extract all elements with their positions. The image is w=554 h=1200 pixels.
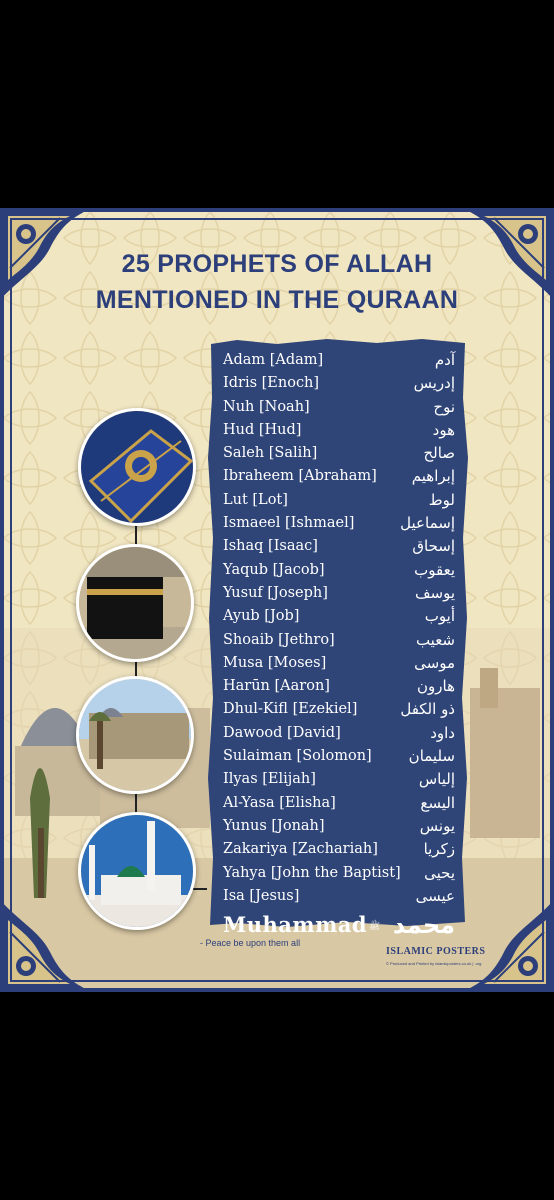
prophet-row bbox=[223, 605, 455, 628]
prophet-row bbox=[223, 396, 455, 419]
prophet-name-english: Shoaib [Jethro] bbox=[223, 631, 335, 648]
prophet-name-english: Ilyas [Elijah] bbox=[223, 771, 316, 788]
prophet-row bbox=[223, 792, 455, 815]
prophet-name-arabic: يحيى bbox=[424, 863, 455, 882]
prophet-name-english: Saleh [Salih] bbox=[223, 445, 318, 462]
prophet-name-arabic: اليسع bbox=[420, 793, 455, 812]
prophet-row bbox=[223, 815, 455, 838]
aqsa-image bbox=[76, 676, 194, 794]
prophet-name-english: Ayub [Job] bbox=[223, 608, 300, 625]
prophet-row bbox=[223, 442, 455, 465]
prophet-name-english: Ismaeel [Ishmael] bbox=[223, 515, 355, 532]
prophet-row bbox=[223, 582, 455, 605]
prophet-name-english: Adam [Adam] bbox=[223, 352, 324, 368]
prophet-name-english: Al-Yasa [Elisha] bbox=[223, 794, 336, 811]
prophet-name-english: Yaqub [Jacob] bbox=[223, 561, 325, 578]
prophet-name-english: Nuh [Noah] bbox=[223, 398, 310, 415]
prophet-name-english: Harūn [Aaron] bbox=[223, 678, 330, 695]
prophet-name-arabic: يونس bbox=[419, 816, 455, 835]
prophet-name-arabic: هود bbox=[432, 420, 455, 439]
prophet-name-arabic: إدريس bbox=[413, 374, 455, 393]
prophet-name-arabic: إسماعيل bbox=[400, 514, 455, 533]
prophet-name-english: Dawood [David] bbox=[223, 724, 341, 741]
prophet-name-arabic: زكريا bbox=[423, 840, 455, 859]
final-prophet-name: Muhammad bbox=[223, 912, 368, 938]
prophet-name-arabic: أيوب bbox=[424, 607, 455, 626]
prophet-name-arabic: إلياس bbox=[418, 770, 455, 789]
prophet-name-english: Ishaq [Isaac] bbox=[223, 538, 318, 555]
publisher-logo: ISLAMIC POSTERS bbox=[386, 946, 486, 957]
prophet-name-arabic: لوط bbox=[428, 490, 455, 509]
prophet-row bbox=[223, 885, 455, 908]
prophet-row bbox=[223, 419, 455, 442]
corner-ornament bbox=[0, 900, 92, 992]
prophet-name-english: Yunus [Jonah] bbox=[223, 817, 325, 834]
prophet-row bbox=[223, 698, 455, 721]
poster-title-line-2: MENTIONED IN THE QURAAN bbox=[95, 286, 459, 314]
prophet-name-english: Sulaiman [Solomon] bbox=[223, 748, 372, 765]
prophet-name-arabic: يوسف bbox=[414, 583, 455, 602]
prophet-name-english: Zakariya [Zachariah] bbox=[223, 841, 378, 858]
prophet-name-arabic: هارون bbox=[417, 677, 455, 696]
prophet-name-arabic: شعيب bbox=[415, 630, 455, 649]
prophet-name-arabic: سليمان bbox=[408, 747, 455, 766]
prophet-name-arabic: يعقوب bbox=[414, 560, 455, 579]
pbuh-mark: ﷺ bbox=[369, 921, 380, 932]
prophet-name-arabic: إبراهيم bbox=[411, 467, 455, 486]
prophet-name-arabic: داود bbox=[430, 723, 455, 742]
poster bbox=[0, 208, 554, 992]
prophets-list-panel bbox=[207, 338, 469, 940]
prophet-row bbox=[223, 372, 455, 395]
prophets-list bbox=[223, 349, 455, 942]
publisher-credit: © Produced and Printed by islamicposters.co.uk | .org bbox=[386, 961, 482, 966]
prophet-row bbox=[223, 349, 455, 372]
prophet-name-english: Dhul-Kifl [Ezekiel] bbox=[223, 701, 358, 718]
prophet-name-english: Isa [Jesus] bbox=[223, 887, 300, 904]
prophet-name-english: Yahya [John the Baptist] bbox=[223, 864, 401, 881]
prophet-row bbox=[223, 768, 455, 791]
prophet-name-english: Lut [Lot] bbox=[223, 491, 288, 508]
prophet-name-english: Musa [Moses] bbox=[223, 654, 327, 671]
prophet-row bbox=[223, 745, 455, 768]
prophet-name-arabic: آدم bbox=[434, 351, 455, 369]
prophet-row bbox=[223, 652, 455, 675]
prophet-name-arabic: ذو الكفل bbox=[400, 700, 455, 719]
prophet-row bbox=[223, 559, 455, 582]
prophet-name-arabic: عيسى bbox=[415, 886, 455, 905]
prophet-row bbox=[223, 722, 455, 745]
prophets-mosque-image bbox=[78, 812, 196, 930]
prophet-name-arabic: موسى bbox=[414, 653, 455, 672]
prophet-name-arabic: نوح bbox=[433, 397, 455, 416]
prophet-row bbox=[223, 838, 455, 861]
prophet-name-arabic: إسحاق bbox=[412, 537, 455, 556]
quran-image bbox=[78, 408, 196, 526]
kaaba-image bbox=[76, 544, 194, 662]
prophet-row bbox=[223, 535, 455, 558]
footer-note: - Peace be upon them all bbox=[200, 938, 301, 948]
prophet-row bbox=[223, 489, 455, 512]
prophet-row bbox=[223, 512, 455, 535]
prophet-name-english: Yusuf [Joseph] bbox=[223, 584, 328, 601]
prophet-name-english: Idris [Enoch] bbox=[223, 375, 320, 392]
prophet-name-english: Ibraheem [Abraham] bbox=[223, 468, 377, 485]
final-prophet-arabic: محمد bbox=[392, 911, 455, 940]
prophet-row bbox=[223, 629, 455, 652]
prophet-row bbox=[223, 862, 455, 885]
poster-title-line-1: 25 PROPHETS OF ALLAH bbox=[121, 250, 433, 278]
prophet-row bbox=[223, 465, 455, 488]
prophet-name-english: Hud [Hud] bbox=[223, 421, 302, 438]
prophet-row bbox=[223, 675, 455, 698]
prophet-name-arabic: صالح bbox=[423, 444, 455, 463]
